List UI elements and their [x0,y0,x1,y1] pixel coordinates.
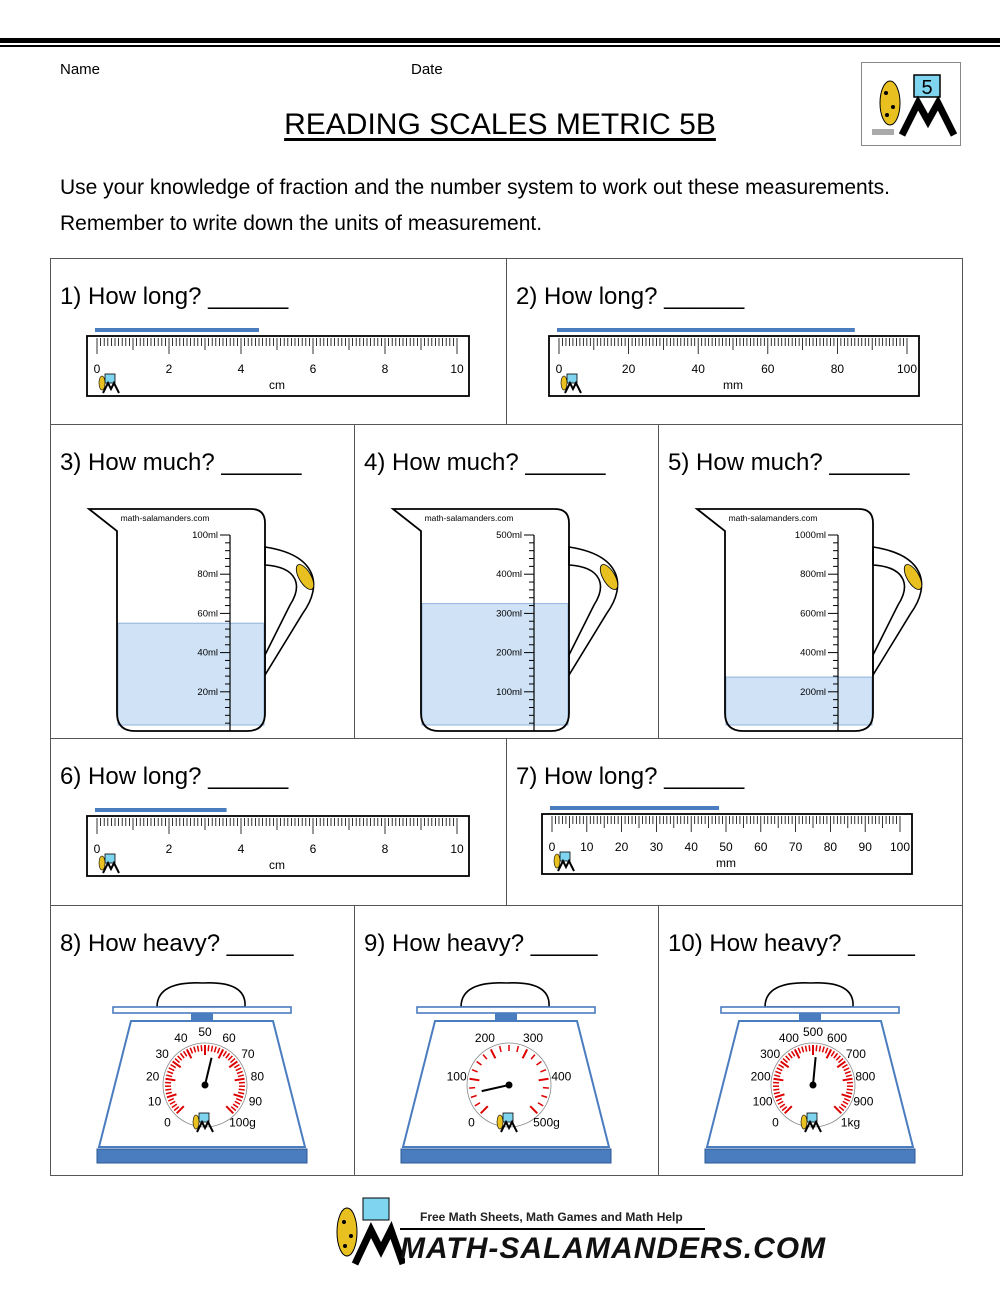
jug-handle [873,547,922,675]
dial-pivot [202,1082,209,1089]
dial-label: 50 [198,1025,212,1039]
dial-tick [201,1045,202,1051]
question-1-label: 1) How long? ______ [60,283,289,310]
ruler-tick-label: 8 [381,842,389,856]
jug-site-label: math-salamanders.com [728,513,818,523]
jug-site-label: math-salamanders.com [424,513,514,523]
question-6-label: 6) How long? ______ [60,763,289,790]
dial-label: 0 [468,1115,475,1130]
dial-label: 10 [147,1094,162,1109]
ruler-tick-label: 30 [649,840,664,854]
jug-scale-label: 500ml [496,530,522,541]
liquid [118,623,264,725]
measured-length-bar [550,806,719,810]
dial-label: 1kg [840,1115,861,1130]
scale-stem [495,1013,517,1021]
weighing-scale-8 [95,975,310,1167]
ruler-tick-label: 2 [165,362,173,376]
liquid [422,604,568,725]
instructions: Use your knowledge of fraction and the number system to work out these measurements. Remember to write down the units of measurement. [60,176,890,235]
jug-scale-label: 600ml [800,608,826,620]
ruler-cm-1 [85,328,471,400]
scale-pan [721,1007,899,1013]
ruler-mm-7 [540,806,914,878]
dial-label: 500 [802,1025,824,1039]
dial-tick [773,1089,779,1090]
scale-stem [799,1013,821,1021]
ruler-tick-label: 100 [896,362,918,376]
date-label: Date [411,61,443,78]
mini-logo-salamander-icon [561,376,567,390]
ruler-tick-label: 80 [823,840,838,854]
dial-label: 100g [229,1115,256,1130]
question-10-label: 10) How heavy? _____ [668,930,915,957]
ruler-unit: cm [269,858,285,872]
jug-scale-label: 300ml [496,608,522,620]
ruler-tick-label: 10 [580,840,594,854]
weighing-scale-10 [703,975,918,1167]
jug-scale-label: 60ml [197,608,218,620]
ruler-tick-label: 10 [450,842,464,856]
dial-tick [809,1045,810,1051]
question-9-label: 9) How heavy? _____ [364,930,598,957]
dial-label: 0 [164,1115,171,1130]
mini-logo-salamander-icon [554,854,560,868]
question-7-label: 7) How long? ______ [516,763,745,790]
dial-label: 600 [827,1030,848,1045]
measuring-jug-3 [85,505,320,737]
mini-logo-icon [560,852,570,861]
weight-object [765,983,853,1007]
question-4-label: 4) How much? ______ [364,449,606,476]
ruler-tick-label: 40 [684,840,698,854]
jug-handle [569,547,618,675]
footer-brand: MATH-SALAMANDERS.COM [400,1232,827,1265]
ruler-tick-label: 20 [614,840,629,854]
dial-label: 100 [446,1069,467,1084]
dial-label: 200 [474,1030,495,1045]
ruler-tick-label: 0 [548,840,556,854]
dial-label: 90 [248,1094,263,1109]
grade-number: 5 [921,77,933,99]
jug-handle [265,547,314,675]
dial-label: 20 [145,1069,160,1084]
ruler-tick-label: 0 [93,842,101,856]
dial-label: 800 [855,1069,876,1084]
name-label: Name [60,61,101,78]
dial-label: 100 [752,1094,773,1109]
jug-scale-label: 400ml [496,569,522,581]
dial-pivot [810,1082,817,1089]
measuring-jug-5 [693,505,928,737]
ruler-tick-label: 10 [450,362,464,376]
weight-object [157,983,245,1007]
ruler-tick-label: 0 [555,362,563,376]
jug-scale-label: 100ml [192,530,218,541]
ruler-unit: mm [723,378,743,392]
salamander-logo-icon [325,1196,405,1268]
question-2-label: 2) How long? ______ [516,283,745,310]
ruler-tick-label: 6 [309,362,317,376]
ruler-mm-2 [547,328,921,400]
scale-stem [191,1013,213,1021]
jug-scale-label: 80ml [197,569,218,581]
jug-scale-label: 40ml [197,647,218,659]
measured-length-bar [95,328,259,332]
ruler-tick-label: 20 [621,362,636,376]
ruler-tick-label: 80 [830,362,845,376]
dial-label: 400 [778,1030,799,1045]
worksheet-title: READING SCALES METRIC 5B [284,108,716,141]
ruler-tick-label: 70 [788,840,803,854]
measured-length-bar [557,328,855,332]
dial-label: 300 [760,1046,781,1061]
ruler-tick-label: 90 [858,840,872,854]
weight-object [461,983,549,1007]
ruler-tick-label: 40 [691,362,705,376]
ruler-tick-label: 6 [309,842,317,856]
scale-base [401,1149,611,1163]
ruler-tick-label: 4 [237,362,245,376]
dial-label: 30 [155,1046,169,1061]
ruler-cm-6 [85,808,471,880]
jug-scale-label: 1000ml [794,530,826,541]
jug-scale-label: 100ml [496,686,522,698]
jug-scale-label: 200ml [800,686,826,698]
scale-pan [113,1007,291,1013]
ruler-tick-label: 60 [761,362,775,376]
dial-tick [847,1089,853,1090]
ruler-tick-label: 2 [165,842,173,856]
ruler-tick-label: 4 [237,842,245,856]
jug-site-label: math-salamanders.com [120,513,210,523]
ruler-unit: cm [269,378,285,392]
dial-label: 900 [853,1094,874,1109]
mini-logo-salamander-icon [193,1115,199,1129]
dial-pivot [506,1082,513,1089]
dial-label: 200 [750,1069,771,1084]
mini-logo-icon [503,1113,513,1122]
dial-label: 700 [845,1046,866,1061]
jug-scale-label: 200ml [496,647,522,659]
liquid [726,677,872,725]
dial-label: 0 [772,1115,779,1130]
question-5-label: 5) How much? ______ [668,449,910,476]
question-3-label: 3) How much? ______ [60,449,302,476]
weighing-scale-9 [399,975,614,1167]
scale-base [97,1149,307,1163]
ruler-unit: mm [716,856,736,870]
dial-tick [165,1089,171,1090]
scale-base [705,1149,915,1163]
footer-rule [400,1228,705,1230]
measuring-jug-4 [389,505,624,737]
dial-label: 80 [250,1069,265,1084]
mini-logo-salamander-icon [801,1115,807,1129]
jug-scale-label: 800ml [800,569,826,581]
mini-logo-icon [105,374,115,383]
ruler-tick-label: 100 [889,840,911,854]
dial-label: 500g [533,1115,560,1130]
scale-pan [417,1007,595,1013]
mini-logo-salamander-icon [497,1115,503,1129]
ruler-tick-label: 50 [719,840,733,854]
ruler-tick-label: 0 [93,362,101,376]
dial-tick [208,1045,209,1051]
dial-tick [239,1089,245,1090]
dial-label: 300 [523,1030,544,1045]
measured-length-bar [95,808,227,812]
mini-logo-icon [105,854,115,863]
ruler-tick-label: 8 [381,362,389,376]
mini-logo-salamander-icon [99,856,105,870]
mini-logo-salamander-icon [99,376,105,390]
mini-logo-icon [807,1113,817,1122]
dial-label: 40 [174,1030,188,1045]
dial-label: 60 [222,1030,236,1045]
jug-scale-label: 400ml [800,647,826,659]
footer-tagline: Free Math Sheets, Math Games and Math Help [420,1210,683,1224]
ruler-tick-label: 60 [754,840,768,854]
dial-label: 70 [241,1046,255,1061]
top-rule-thin [0,45,1000,47]
jug-scale-label: 20ml [197,686,218,698]
dial-label: 400 [551,1069,572,1084]
dial-tick [816,1045,817,1051]
question-8-label: 8) How heavy? _____ [60,930,294,957]
mini-logo-icon [567,374,577,383]
top-rule [0,38,1000,43]
mini-logo-icon [199,1113,209,1122]
